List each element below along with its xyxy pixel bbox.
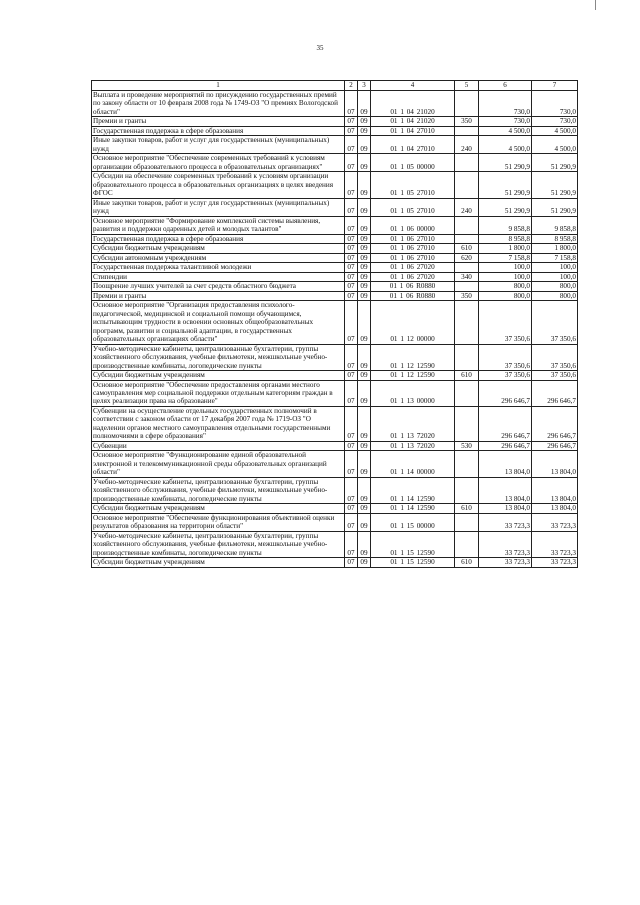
row-section-cell: 07 xyxy=(345,263,358,272)
table-body xyxy=(92,81,578,568)
row-amount-year1-cell: 13 804,0 xyxy=(479,477,532,503)
edge-mark xyxy=(595,0,596,10)
row-amount-year1-cell: 33 723,3 xyxy=(479,531,532,557)
row-amount-year1-cell: 51 290,9 xyxy=(479,198,532,216)
table-row xyxy=(92,531,578,557)
row-target-code-cell: 01 1 06 00000 xyxy=(371,216,455,234)
row-amount-year2-cell: 296 646,7 xyxy=(532,406,578,441)
table-header-row xyxy=(92,81,578,91)
table-row xyxy=(92,558,578,567)
row-amount-year2-cell: 1 800,0 xyxy=(532,244,578,253)
header-cell: 1 xyxy=(92,81,345,91)
row-target-code-cell: 01 1 15 00000 xyxy=(371,513,455,531)
row-name-cell: Субвенции xyxy=(92,441,345,450)
table-row xyxy=(92,301,578,344)
row-subsection-cell: 09 xyxy=(358,91,371,117)
row-expense-type-cell xyxy=(455,531,479,557)
row-subsection-cell: 09 xyxy=(358,136,371,154)
table-row xyxy=(92,451,578,477)
header-cell: 7 xyxy=(532,81,578,91)
row-section-cell: 07 xyxy=(345,558,358,567)
row-name-cell: Стипендии xyxy=(92,272,345,281)
table-row xyxy=(92,154,578,172)
row-amount-year2-cell: 100,0 xyxy=(532,272,578,281)
row-expense-type-cell xyxy=(455,282,479,291)
row-amount-year1-cell: 800,0 xyxy=(479,291,532,300)
row-target-code-cell: 01 1 13 00000 xyxy=(371,380,455,406)
row-section-cell: 07 xyxy=(345,291,358,300)
row-name-cell: Государственная поддержка в сфере образования xyxy=(92,234,345,243)
row-amount-year1-cell: 100,0 xyxy=(479,263,532,272)
row-target-code-cell: 01 1 13 72020 xyxy=(371,441,455,450)
row-subsection-cell: 09 xyxy=(358,477,371,503)
row-section-cell: 07 xyxy=(345,441,358,450)
row-section-cell: 07 xyxy=(345,216,358,234)
row-section-cell: 07 xyxy=(345,344,358,370)
row-target-code-cell: 01 1 14 00000 xyxy=(371,451,455,477)
table-row xyxy=(92,441,578,450)
row-name-cell: Основное мероприятие "Обеспечение предоставления органами местного самоуправления мер социальной поддержки отдельным категориям граждан в целях реализации права на образование" xyxy=(92,380,345,406)
row-target-code-cell: 01 1 04 27010 xyxy=(371,136,455,154)
row-expense-type-cell: 620 xyxy=(455,253,479,262)
row-amount-year2-cell: 730,0 xyxy=(532,117,578,126)
row-expense-type-cell xyxy=(455,344,479,370)
row-section-cell: 07 xyxy=(345,531,358,557)
row-name-cell: Субсидии бюджетным учреждениям xyxy=(92,371,345,380)
row-name-cell: Премии и гранты xyxy=(92,117,345,126)
row-name-cell: Государственная поддержка талантливой молодежи xyxy=(92,263,345,272)
row-amount-year2-cell: 296 646,7 xyxy=(532,441,578,450)
row-name-cell: Субсидии бюджетным учреждениям xyxy=(92,504,345,513)
row-name-cell: Иные закупки товаров, работ и услуг для государственных (муниципальных) нужд xyxy=(92,198,345,216)
row-amount-year1-cell: 37 350,6 xyxy=(479,344,532,370)
row-expense-type-cell: 350 xyxy=(455,291,479,300)
row-amount-year1-cell: 7 158,8 xyxy=(479,253,532,262)
row-amount-year2-cell: 800,0 xyxy=(532,282,578,291)
row-name-cell: Учебно-методические кабинеты, централизованные бухгалтерии, группы хозяйственного обслуживания, учебные фильмотеки, межшкольные учебно-производственные комбинаты, логопедические пункты xyxy=(92,477,345,503)
header-cell: 5 xyxy=(455,81,479,91)
row-amount-year2-cell: 13 804,0 xyxy=(532,504,578,513)
row-subsection-cell: 09 xyxy=(358,441,371,450)
row-section-cell: 07 xyxy=(345,198,358,216)
row-subsection-cell: 09 xyxy=(358,117,371,126)
row-name-cell: Выплата и проведение мероприятий по присуждению государственных премий по закону области от 10 февраля 2008 года № 1749-ОЗ "О премиях Вологодской области" xyxy=(92,91,345,117)
table-row xyxy=(92,117,578,126)
row-name-cell: Основное мероприятие "Формирование комплексной системы выявления, развития и поддержки одаренных детей и молодых талантов" xyxy=(92,216,345,234)
row-target-code-cell: 01 1 06 27010 xyxy=(371,234,455,243)
row-name-cell: Поощрение лучших учителей за счет средств областного бюджета xyxy=(92,282,345,291)
row-amount-year2-cell: 100,0 xyxy=(532,263,578,272)
row-name-cell: Учебно-методические кабинеты, централизованные бухгалтерии, группы хозяйственного обслуживания, учебные фильмотеки, межшкольные учебно-производственные комбинаты, логопедические пункты xyxy=(92,344,345,370)
row-section-cell: 07 xyxy=(345,301,358,344)
row-amount-year2-cell: 13 804,0 xyxy=(532,451,578,477)
row-amount-year2-cell: 296 646,7 xyxy=(532,380,578,406)
table-row xyxy=(92,504,578,513)
row-subsection-cell: 09 xyxy=(358,216,371,234)
row-target-code-cell: 01 1 05 00000 xyxy=(371,154,455,172)
table-row xyxy=(92,380,578,406)
row-amount-year1-cell: 296 646,7 xyxy=(479,441,532,450)
row-expense-type-cell xyxy=(455,451,479,477)
row-section-cell: 07 xyxy=(345,244,358,253)
table-row xyxy=(92,253,578,262)
row-section-cell: 07 xyxy=(345,136,358,154)
table-row xyxy=(92,291,578,300)
row-amount-year2-cell: 33 723,3 xyxy=(532,513,578,531)
row-amount-year2-cell: 37 350,6 xyxy=(532,301,578,344)
row-expense-type-cell xyxy=(455,301,479,344)
table-row xyxy=(92,263,578,272)
row-subsection-cell: 09 xyxy=(358,244,371,253)
table-row xyxy=(92,198,578,216)
row-expense-type-cell xyxy=(455,126,479,135)
row-name-cell: Субсидии бюджетным учреждениям xyxy=(92,244,345,253)
row-expense-type-cell: 340 xyxy=(455,272,479,281)
row-target-code-cell: 01 1 06 27020 xyxy=(371,263,455,272)
row-amount-year1-cell: 51 290,9 xyxy=(479,154,532,172)
row-amount-year2-cell: 9 858,8 xyxy=(532,216,578,234)
row-target-code-cell: 01 1 04 21020 xyxy=(371,91,455,117)
row-target-code-cell: 01 1 06 27010 xyxy=(371,244,455,253)
row-amount-year2-cell: 800,0 xyxy=(532,291,578,300)
row-amount-year1-cell: 1 800,0 xyxy=(479,244,532,253)
row-subsection-cell: 09 xyxy=(358,380,371,406)
table-row xyxy=(92,172,578,198)
row-subsection-cell: 09 xyxy=(358,154,371,172)
header-cell: 4 xyxy=(371,81,455,91)
row-amount-year1-cell: 33 723,3 xyxy=(479,558,532,567)
row-name-cell: Основное мероприятие "Обеспечение современных требований к условиям организации образовательного процесса в образовательных организациях" xyxy=(92,154,345,172)
row-subsection-cell: 09 xyxy=(358,126,371,135)
row-amount-year2-cell: 4 500,0 xyxy=(532,136,578,154)
row-amount-year1-cell: 13 804,0 xyxy=(479,504,532,513)
row-section-cell: 07 xyxy=(345,126,358,135)
row-amount-year1-cell: 4 500,0 xyxy=(479,126,532,135)
row-amount-year1-cell: 4 500,0 xyxy=(479,136,532,154)
row-section-cell: 07 xyxy=(345,154,358,172)
row-expense-type-cell: 530 xyxy=(455,441,479,450)
row-name-cell: Субвенции на осуществление отдельных государственных полномочий в соответствии с законом области от 17 декабря 2007 года № 1719-ОЗ "О наделении органов местного самоуправления отдельными государственными полномочиями в сфере образования" xyxy=(92,406,345,441)
row-amount-year1-cell: 730,0 xyxy=(479,91,532,117)
row-subsection-cell: 09 xyxy=(358,282,371,291)
row-subsection-cell: 09 xyxy=(358,272,371,281)
row-amount-year1-cell: 37 350,6 xyxy=(479,301,532,344)
row-subsection-cell: 09 xyxy=(358,513,371,531)
row-target-code-cell: 01 1 04 21020 xyxy=(371,117,455,126)
row-section-cell: 07 xyxy=(345,282,358,291)
row-amount-year2-cell: 33 723,3 xyxy=(532,558,578,567)
row-amount-year1-cell: 8 958,8 xyxy=(479,234,532,243)
row-expense-type-cell: 240 xyxy=(455,198,479,216)
row-target-code-cell: 01 1 06 27010 xyxy=(371,253,455,262)
row-amount-year1-cell: 296 646,7 xyxy=(479,406,532,441)
row-target-code-cell: 01 1 14 12590 xyxy=(371,477,455,503)
row-amount-year1-cell: 730,0 xyxy=(479,117,532,126)
row-amount-year2-cell: 730,0 xyxy=(532,91,578,117)
row-expense-type-cell xyxy=(455,216,479,234)
row-target-code-cell: 01 1 12 12590 xyxy=(371,371,455,380)
row-name-cell: Учебно-методические кабинеты, централизованные бухгалтерии, группы хозяйственного обслуживания, учебные фильмотеки, межшкольные учебно-производственные комбинаты, логопедические пункты xyxy=(92,531,345,557)
row-section-cell: 07 xyxy=(345,253,358,262)
row-expense-type-cell xyxy=(455,263,479,272)
table-row xyxy=(92,406,578,441)
header-cell: 3 xyxy=(358,81,371,91)
row-expense-type-cell: 240 xyxy=(455,136,479,154)
row-expense-type-cell xyxy=(455,172,479,198)
row-target-code-cell: 01 1 06 27020 xyxy=(371,272,455,281)
row-section-cell: 07 xyxy=(345,172,358,198)
row-expense-type-cell: 610 xyxy=(455,371,479,380)
row-target-code-cell: 01 1 15 12590 xyxy=(371,531,455,557)
row-amount-year1-cell: 13 804,0 xyxy=(479,451,532,477)
row-expense-type-cell: 610 xyxy=(455,504,479,513)
row-expense-type-cell xyxy=(455,406,479,441)
header-cell: 6 xyxy=(479,81,532,91)
row-target-code-cell: 01 1 06 R0880 xyxy=(371,291,455,300)
row-section-cell: 07 xyxy=(345,91,358,117)
row-target-code-cell: 01 1 12 00000 xyxy=(371,301,455,344)
row-target-code-cell: 01 1 15 12590 xyxy=(371,558,455,567)
row-section-cell: 07 xyxy=(345,371,358,380)
row-name-cell: Иные закупки товаров, работ и услуг для государственных (муниципальных) нужд xyxy=(92,136,345,154)
budget-table xyxy=(91,80,578,568)
table-row xyxy=(92,344,578,370)
row-target-code-cell: 01 1 05 27010 xyxy=(371,198,455,216)
row-amount-year2-cell: 13 804,0 xyxy=(532,477,578,503)
row-subsection-cell: 09 xyxy=(358,558,371,567)
row-section-cell: 07 xyxy=(345,477,358,503)
table-row xyxy=(92,216,578,234)
row-name-cell: Основное мероприятие "Организация предоставления психолого-педагогической, медицинской и социальной помощи обучающимся, испытывающим трудности в освоении основных общеобразовательных программ, развитии и социальной адаптации, в государственных образовательных организациях области" xyxy=(92,301,345,344)
row-name-cell: Субсидии на обеспечение современных требований к условиям организации образовательного процесса в образовательных организациях в целях введения ФГОС xyxy=(92,172,345,198)
row-subsection-cell: 09 xyxy=(358,253,371,262)
row-expense-type-cell: 610 xyxy=(455,244,479,253)
row-amount-year2-cell: 51 290,9 xyxy=(532,172,578,198)
row-subsection-cell: 09 xyxy=(358,301,371,344)
row-amount-year1-cell: 800,0 xyxy=(479,282,532,291)
row-subsection-cell: 09 xyxy=(358,344,371,370)
row-section-cell: 07 xyxy=(345,234,358,243)
row-section-cell: 07 xyxy=(345,504,358,513)
header-cell: 2 xyxy=(345,81,358,91)
row-expense-type-cell: 610 xyxy=(455,558,479,567)
row-name-cell: Государственная поддержка в сфере образования xyxy=(92,126,345,135)
row-amount-year2-cell: 37 350,6 xyxy=(532,344,578,370)
row-target-code-cell: 01 1 14 12590 xyxy=(371,504,455,513)
row-amount-year2-cell: 8 958,8 xyxy=(532,234,578,243)
row-section-cell: 07 xyxy=(345,272,358,281)
row-name-cell: Премии и гранты xyxy=(92,291,345,300)
row-amount-year1-cell: 100,0 xyxy=(479,272,532,281)
row-expense-type-cell xyxy=(455,234,479,243)
row-section-cell: 07 xyxy=(345,406,358,441)
table-row xyxy=(92,126,578,135)
row-section-cell: 07 xyxy=(345,451,358,477)
row-subsection-cell: 09 xyxy=(358,263,371,272)
row-subsection-cell: 09 xyxy=(358,406,371,441)
row-expense-type-cell xyxy=(455,513,479,531)
row-amount-year1-cell: 296 646,7 xyxy=(479,380,532,406)
row-expense-type-cell xyxy=(455,91,479,117)
row-name-cell: Основное мероприятие "Функционирование единой образовательной электронной и телекоммуникационной среды образовательных организаций области" xyxy=(92,451,345,477)
row-section-cell: 07 xyxy=(345,117,358,126)
row-subsection-cell: 09 xyxy=(358,371,371,380)
table-row xyxy=(92,282,578,291)
row-amount-year2-cell: 4 500,0 xyxy=(532,126,578,135)
row-section-cell: 07 xyxy=(345,513,358,531)
row-target-code-cell: 01 1 12 12590 xyxy=(371,344,455,370)
row-subsection-cell: 09 xyxy=(358,172,371,198)
row-expense-type-cell xyxy=(455,477,479,503)
table-row xyxy=(92,371,578,380)
row-subsection-cell: 09 xyxy=(358,504,371,513)
row-subsection-cell: 09 xyxy=(358,451,371,477)
row-amount-year2-cell: 51 290,9 xyxy=(532,154,578,172)
row-amount-year1-cell: 51 290,9 xyxy=(479,172,532,198)
row-expense-type-cell: 350 xyxy=(455,117,479,126)
row-amount-year1-cell: 33 723,3 xyxy=(479,513,532,531)
row-target-code-cell: 01 1 13 72020 xyxy=(371,406,455,441)
row-name-cell: Субсидии бюджетным учреждениям xyxy=(92,558,345,567)
table-row xyxy=(92,477,578,503)
table-row xyxy=(92,272,578,281)
row-amount-year2-cell: 7 158,8 xyxy=(532,253,578,262)
row-section-cell: 07 xyxy=(345,380,358,406)
row-amount-year1-cell: 37 350,6 xyxy=(479,371,532,380)
row-expense-type-cell xyxy=(455,154,479,172)
row-subsection-cell: 09 xyxy=(358,198,371,216)
row-target-code-cell: 01 1 04 27010 xyxy=(371,126,455,135)
row-target-code-cell: 01 1 05 27010 xyxy=(371,172,455,198)
row-subsection-cell: 09 xyxy=(358,234,371,243)
row-subsection-cell: 09 xyxy=(358,531,371,557)
table-row xyxy=(92,234,578,243)
row-amount-year2-cell: 33 723,3 xyxy=(532,531,578,557)
table-row xyxy=(92,91,578,117)
page-number: 35 xyxy=(316,44,324,52)
row-subsection-cell: 09 xyxy=(358,291,371,300)
table-row xyxy=(92,244,578,253)
table-row xyxy=(92,136,578,154)
row-amount-year2-cell: 37 350,6 xyxy=(532,371,578,380)
row-expense-type-cell xyxy=(455,380,479,406)
row-target-code-cell: 01 1 06 R0880 xyxy=(371,282,455,291)
row-name-cell: Субсидии автономным учреждениям xyxy=(92,253,345,262)
row-name-cell: Основное мероприятие "Обеспечение функционирования объективной оценки результатов образования на территории области" xyxy=(92,513,345,531)
row-amount-year1-cell: 9 858,8 xyxy=(479,216,532,234)
row-amount-year2-cell: 51 290,9 xyxy=(532,198,578,216)
table-row xyxy=(92,513,578,531)
